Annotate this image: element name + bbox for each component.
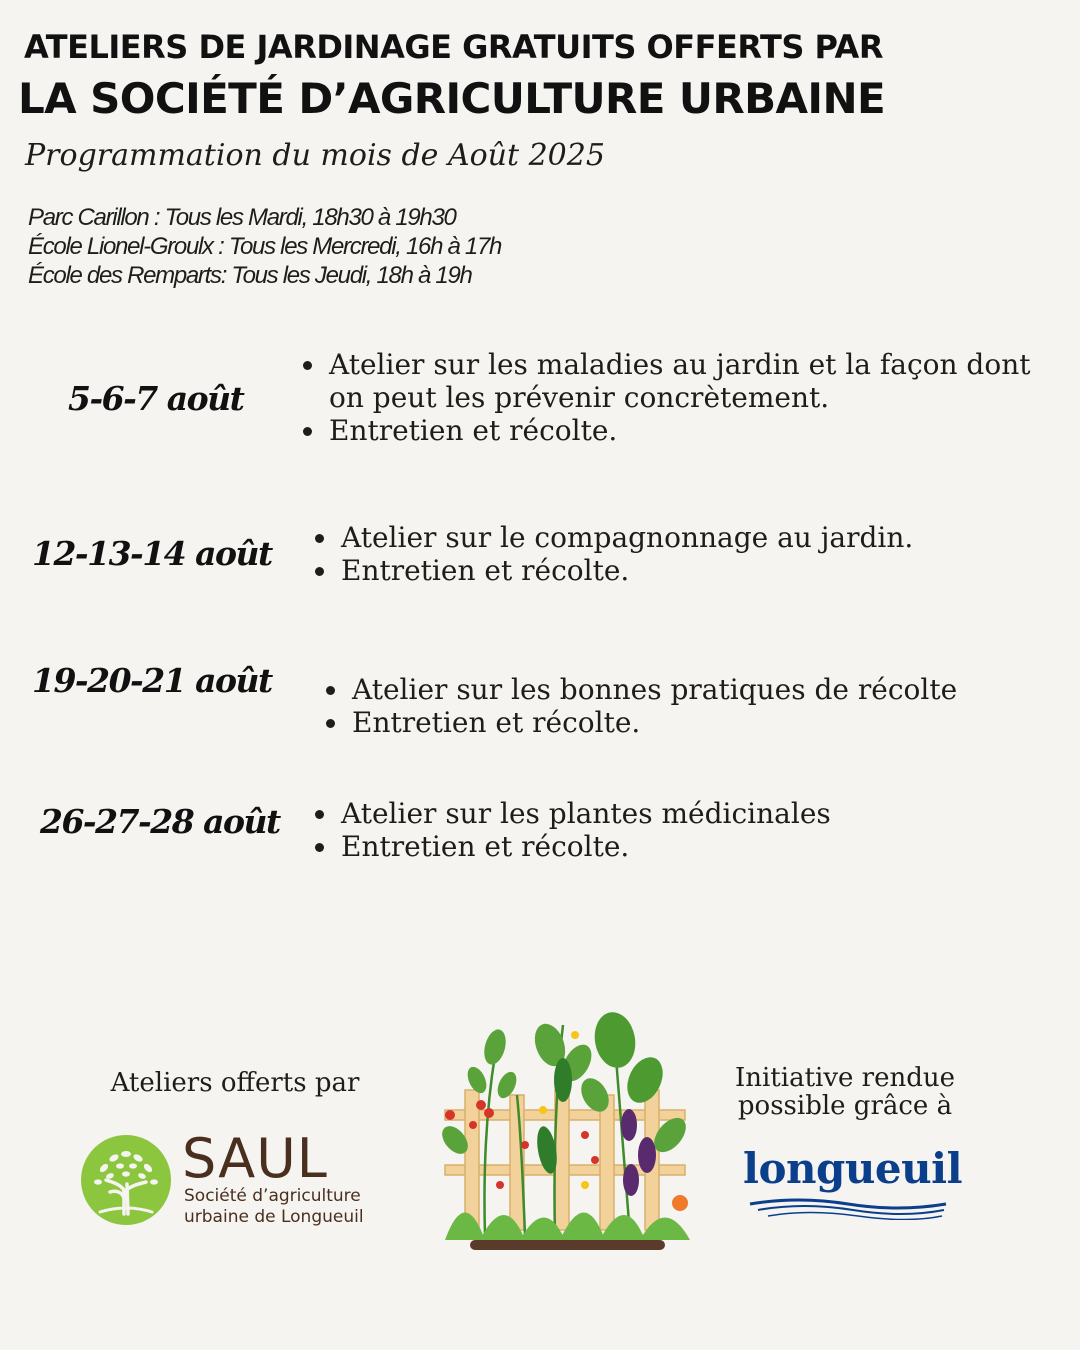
schedule-list (302, 348, 1057, 447)
schedule-item: • Atelier sur les maladies au jardin et la façon dont on peut les prévenir concrètement. (327, 348, 1057, 414)
location-line: Parc Carillon : Tous les Mardi, 18h30 à 19h30 (28, 204, 456, 231)
schedule-item: • Atelier sur le compagnonnage au jardin. (339, 521, 1059, 554)
header-line-2: LA SOCIÉTÉ D’AGRICULTURE URBAINE (18, 74, 886, 123)
schedule-item: • Entretien et récolte. (350, 706, 1070, 739)
schedule-date: 5-6-7 août (68, 379, 244, 418)
header-line-1: ATELIERS DE JARDINAGE GRATUITS OFFERTS PAR (24, 28, 883, 66)
location-line: École des Remparts: Tous les Jeudi, 18h à 19h (28, 262, 472, 289)
offered-by-label: Ateliers offerts par (110, 1068, 360, 1098)
schedule-list (314, 521, 1059, 587)
schedule-item: • Atelier sur les plantes médicinales (339, 797, 1059, 830)
schedule-date: 12-13-14 août (32, 534, 272, 573)
initiative-line-2: possible grâce à (737, 1091, 953, 1121)
schedule-item: • Atelier sur les bonnes pratiques de récolte (350, 673, 1070, 706)
schedule-list (314, 797, 1059, 863)
longueuil-waves-icon (748, 1196, 948, 1220)
saul-logo-wordmark: SAUL (182, 1127, 328, 1190)
garden-illustration (425, 985, 710, 1253)
location-line: École Lionel-Groulx : Tous les Mercredi, 16h à 17h (28, 233, 502, 260)
program-subtitle: Programmation du mois de Août 2025 (25, 138, 605, 173)
schedule-item: • Entretien et récolte. (339, 554, 1059, 587)
schedule-list (325, 673, 1070, 739)
initiative-label (710, 1064, 980, 1120)
initiative-line-1: Initiative rendue (734, 1063, 956, 1093)
longueuil-logo-wordmark: longueuil (743, 1144, 963, 1193)
schedule-date: 26-27-28 août (40, 802, 280, 841)
schedule-item: • Entretien et récolte. (339, 830, 1059, 863)
schedule-date: 19-20-21 août (32, 661, 272, 700)
saul-logo-line-2: urbaine de Longueuil (184, 1207, 364, 1227)
saul-tree-icon (80, 1134, 172, 1226)
schedule-item: • Entretien et récolte. (327, 414, 1057, 447)
saul-logo-line-1: Société d’agriculture (184, 1186, 361, 1206)
